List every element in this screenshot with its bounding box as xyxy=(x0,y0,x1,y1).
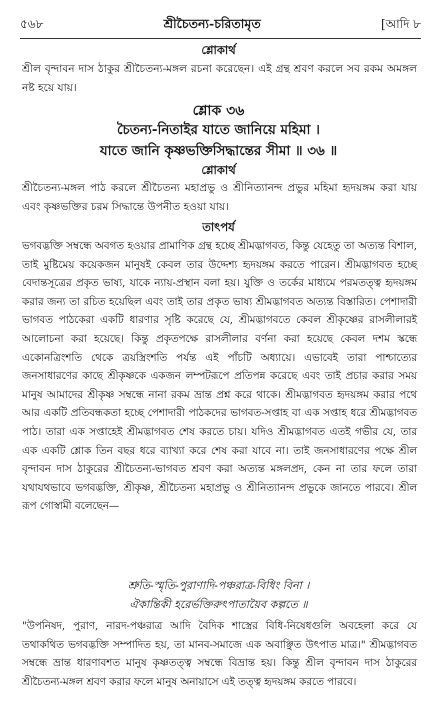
translation2-heading: শ্লোকার্থ xyxy=(201,163,236,177)
running-title: শ্রীচৈতন্য-চরিতামৃত xyxy=(163,16,261,31)
verse-line-2: যাতে জানি কৃষ্ণভক্তিসিদ্ধান্তের সীমা ॥ ৩৬ ॥ xyxy=(99,143,338,159)
page-header xyxy=(20,14,421,39)
section-label: [আদি ৮ xyxy=(380,17,421,31)
purport-paragraph-1: ভগবদ্ভক্তি সম্বন্ধে অবগত হওয়ার প্রামাণিক গ্রন্থ হচ্ছে শ্রীমদ্ভাগবত, কিন্তু যেহেতু তা অত্যন্ত বিশাল, তাই মুষ্টিমেয় কয়েকজন মানুষই কেবল তার উদ্দেশ্য হৃদয়ঙ্গম করতে পারেন। শ্রীমদ্ভাগবত হচ্ছে বেদান্তসূত্রের প্রকৃত ভাষ্য, যাকে ন্যায়-প্রস্থান বলা হয়। যুক্তি ও তর্কের মাধ্যমে পরমতত্ত্ব হৃদয়ঙ্গম করার জন্য তা রচিত হয়েছিল এবং তাই তার প্রকৃত ভাষ্য শ্রীমদ্ভাগবত অত্যন্ত বিস্তারিত। পেশাদারী ভাগবত পাঠকেরা একটি ধারণার সৃষ্টি করেছে যে, শ্রীমদ্ভাগবতে কেবল শ্রীকৃষ্ণের রাসলীলারই আলোচনা করা হয়েছে। কিন্তু প্রকৃতপক্ষে রাসলীলার বর্ণনা করা হয়েছে কেবল দশম স্কন্ধে একোনত্রিংশতি থেকে ত্রয়স্ত্রিংশতি পর্যন্ত এই পাঁচটি অধ্যায়ে। এভাবেই তারা পাশ্চাত্যের জনসাধারণের কাছে শ্রীকৃষ্ণকে একজন লম্পটরূপে প্রতিপন্ন করেছে এবং তাই প্রচার করার সময় মানুষ আমাদের শ্রীকৃষ্ণ সম্বন্ধে নানা রকম ভ্রান্ত প্রশ্ন করে থাকে। শ্রীমদ্ভাগবত হৃদয়ঙ্গম করার পথে আর একটি প্রতিবন্ধকতা হচ্ছে পেশাদারী পাঠকদের ভাগবত-সপ্তাহ বা এক সপ্তাহ ধরে শ্রীমদ্ভাগবত পাঠ। তারা এক সপ্তাহেই শ্রীমদ্ভাগবত শেষ করতে চায়। যদিও শ্রীমদ্ভাগবত এতই গভীর যে, তার এক একটি শ্লোক তিন বছর ধরে ব্যাখ্যা করে শেষ করা যাবে না। তাই জনসাধারণের পক্ষে শ্রীল বৃন্দাবন দাস ঠাকুরের শ্রীচৈতন্য-ভাগবত শ্রবণ করা অত্যন্ত মঙ্গলপ্রদ, কেন না তার ফলে তারা যথাযথভাবে ভগবদ্ভক্তি, শ্রীকৃষ্ণ, শ্রীচৈতন্য মহাপ্রভু ও শ্রীনিত্যানন্দ প্রভুকে জানতে পারবে। শ্রীল রূপ গোস্বামী বলেছেন— xyxy=(22,240,417,513)
purport-heading: তাৎপর্য xyxy=(202,220,235,234)
translation1-text: শ্রীল বৃন্দাবন দাস ঠাকুর শ্রীচৈতন্য-মঙ্গল রচনা করেছেন। এই গ্রন্থ শ্রবণ করলে সব রকম অমঙ্গল নষ্ট হয়ে যায়। xyxy=(22,63,417,94)
translation2-text: শ্রীচৈতন্য-মঙ্গল পাঠ করলে শ্রীচৈতন্য মহাপ্রভু ও শ্রীনিত্যানন্দ প্রভুর মহিমা হৃদয়ঙ্গম করা যায় এবং কৃষ্ণভক্তির চরম সিদ্ধান্তে উপনীত হওয়া যায়। xyxy=(22,182,417,213)
quote-line-1: শ্রুতি-স্মৃতি-পুরাণাদি-পঞ্চরাত্র-বিধিং বিনা । xyxy=(127,579,310,592)
purport-paragraph-2: "উপনিষদ, পুরাণ, নারদ-পঞ্চরাত্র আদি বৈদিক শাস্ত্রের বিধি-নিষেধগুলি অবহেলা করে যে তথাকথিত ভগবদ্ভক্তি সম্পাদিত হয়, তা মানব-সমাজে এক অবাঞ্ছিত উৎপাত মাত্র।" শ্রীমদ্ভাগবত সম্বন্ধে ভ্রান্ত ধারণাবশত মানুষ কৃষ্ণতত্ত্ব সম্বন্ধে বিভ্রান্ত হয়। কিন্তু শ্রীল বৃন্দাবন দাস ঠাকুরের শ্রীচৈতন্য-মঙ্গল শ্রবণ করার ফলে মানুষ অনায়াসে এই তত্ত্ব হৃদয়ঙ্গম করতে পারবে। xyxy=(22,620,417,688)
translation1-heading: শ্লোকার্থ xyxy=(201,43,236,57)
verse-number: শ্লোক ৩৬ xyxy=(192,103,245,119)
quote-line-2: ঐকান্তিকী হরের্ভক্তিরুৎপাতায়ৈব কল্পতে ॥ xyxy=(129,598,308,611)
page-number: ৫৬৮ xyxy=(20,17,44,31)
verse-line-1: চৈতন্য-নিতাইর যাতে জানিয়ে মহিমা । xyxy=(117,122,320,138)
